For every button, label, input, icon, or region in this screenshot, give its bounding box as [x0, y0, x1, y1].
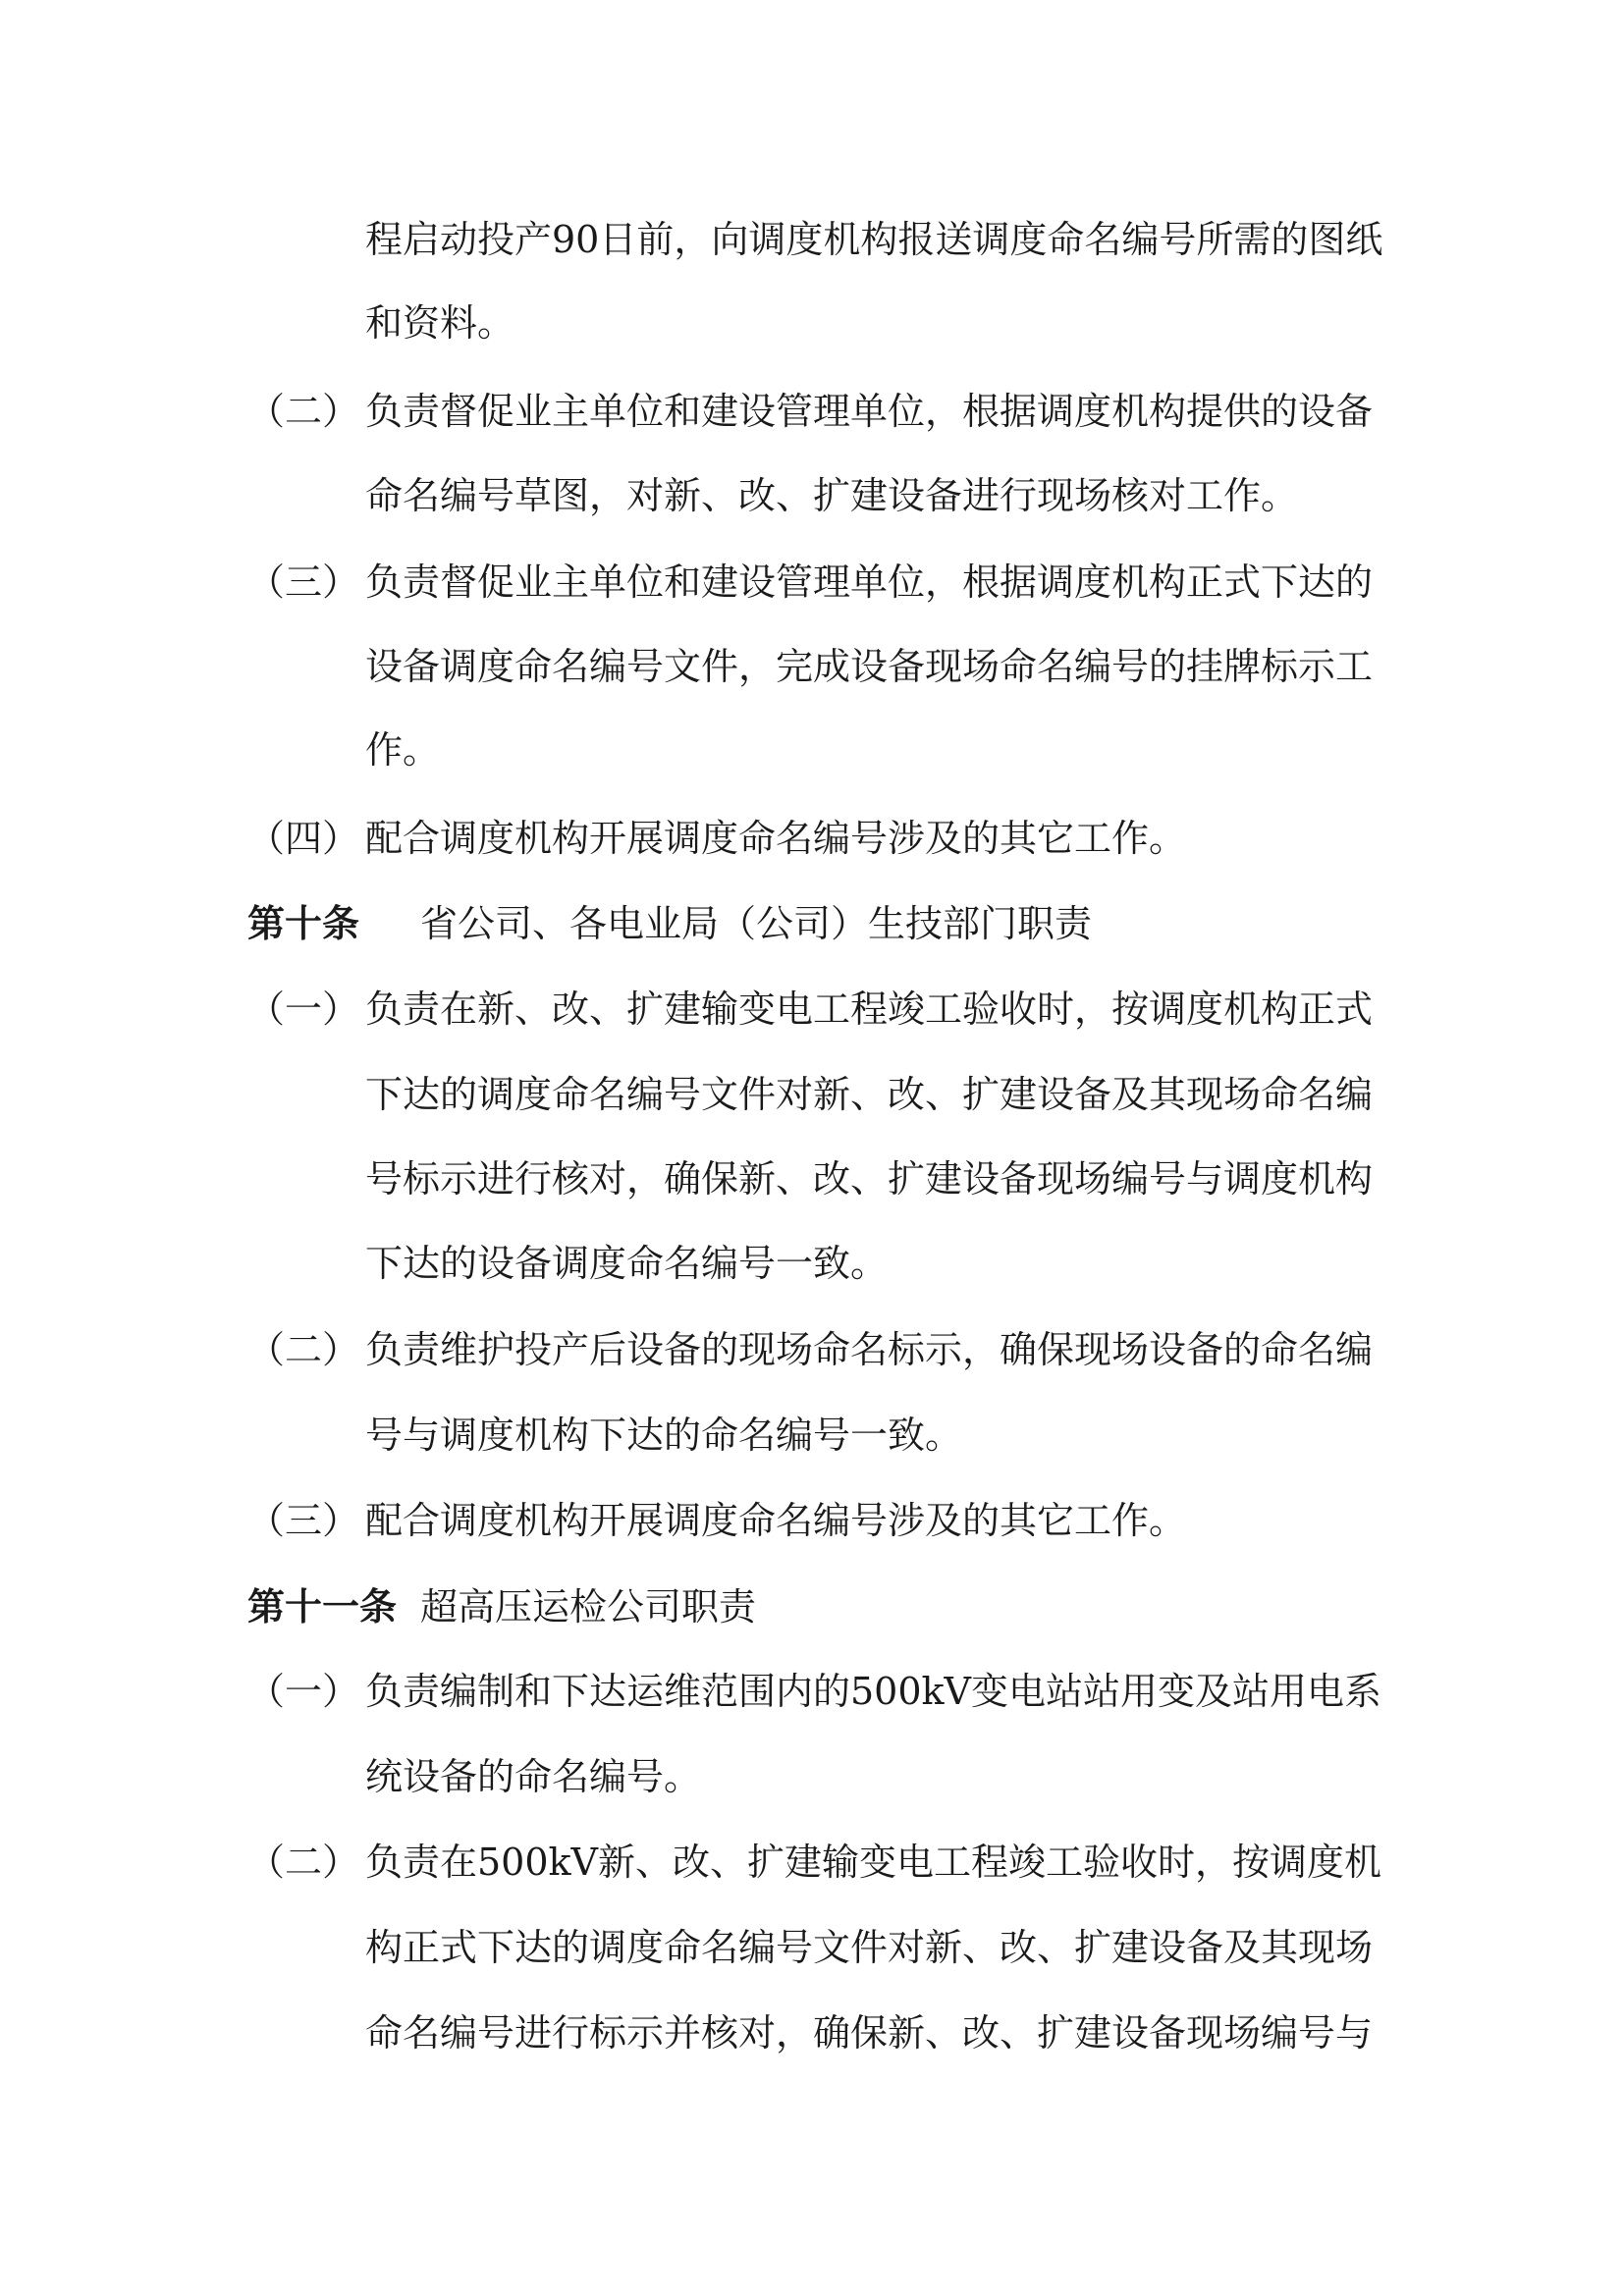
text-line: 作。	[365, 728, 441, 772]
text-line: 命名编号进行标示并核对，确保新、改、扩建设备现场编号与	[365, 2011, 1374, 2055]
text-line: 号标示进行核对，确保新、改、扩建设备现场编号与调度机构	[365, 1157, 1374, 1201]
text-line: 号与调度机构下达的命名编号一致。	[365, 1414, 963, 1457]
text-line: 负责维护投产后设备的现场命名标示，确保现场设备的命名编	[365, 1328, 1374, 1371]
text-line: 负责督促业主单位和建设管理单位，根据调度机构提供的设备	[365, 390, 1374, 433]
article-title: 省公司、各电业局（公司）生技部门职责	[420, 902, 1093, 945]
text-line: 下达的设备调度命名编号一致。	[365, 1242, 889, 1285]
text-line: 负责督促业主单位和建设管理单位，根据调度机构正式下达的	[365, 561, 1374, 604]
item-number: （一）	[247, 988, 360, 1031]
text-line: 程启动投产90日前，向调度机构报送调度命名编号所需的图纸	[365, 218, 1383, 261]
text-line: 配合调度机构开展调度命名编号涉及的其它工作。	[365, 817, 1187, 860]
text-line: 统设备的命名编号。	[365, 1755, 702, 1798]
article-label: 第十条	[247, 901, 360, 945]
item-number: （二）	[247, 390, 360, 433]
text-line: 负责在新、改、扩建输变电工程竣工验收时，按调度机构正式	[365, 988, 1374, 1031]
text-line: 和资料。	[365, 301, 515, 345]
text-line: 下达的调度命名编号文件对新、改、扩建设备及其现场命名编	[365, 1073, 1374, 1116]
text-line: 构正式下达的调度命名编号文件对新、改、扩建设备及其现场	[365, 1926, 1374, 1969]
item-number: （二）	[247, 1841, 360, 1884]
item-number: （二）	[247, 1328, 360, 1371]
text-line: 配合调度机构开展调度命名编号涉及的其它工作。	[365, 1499, 1187, 1542]
text-line: 设备调度命名编号文件，完成设备现场命名编号的挂牌标示工	[365, 645, 1374, 688]
item-number: （三）	[247, 561, 360, 604]
text-line: 负责编制和下达运维范围内的500kV变电站站用变及站用电系	[365, 1670, 1382, 1713]
article-heading	[247, 901, 359, 946]
article-heading	[247, 1584, 397, 1629]
text-line: 命名编号草图，对新、改、扩建设备进行现场核对工作。	[365, 474, 1299, 517]
text-line: 负责在500kV新、改、扩建输变电工程竣工验收时，按调度机	[365, 1841, 1382, 1884]
article-title: 超高压运检公司职责	[420, 1585, 757, 1629]
article-label: 第十一条	[247, 1584, 398, 1629]
item-number: （四）	[247, 817, 360, 860]
item-number: （一）	[247, 1670, 360, 1713]
item-number: （三）	[247, 1499, 360, 1542]
